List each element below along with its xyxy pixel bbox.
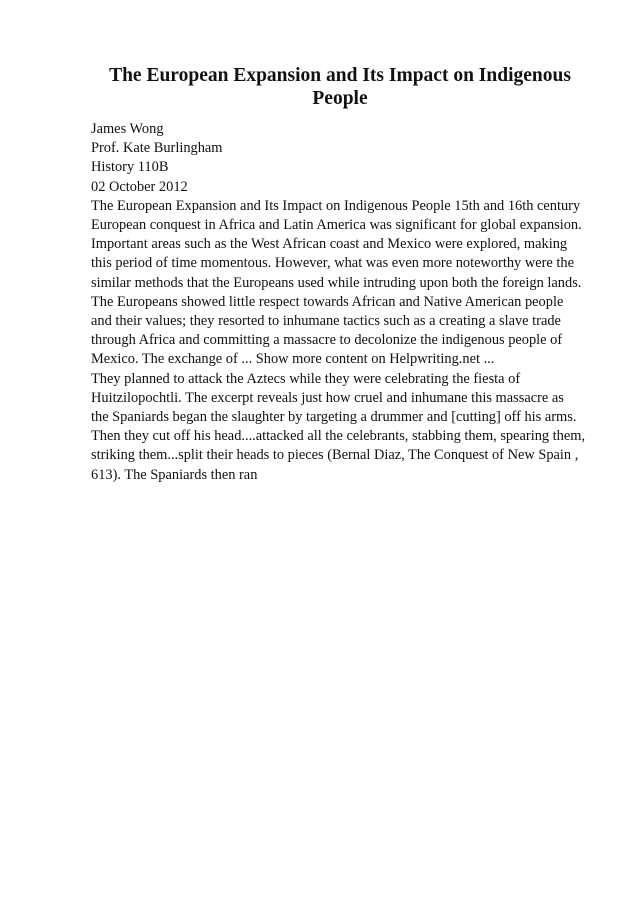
course-name: History 110B <box>91 159 169 176</box>
paragraph-line: similar methods that the Europeans used while intruding upon both the foreign lands. <box>91 274 582 291</box>
paragraph-line: They planned to attack the Aztecs while they were celebrating the fiesta of <box>91 370 521 387</box>
paragraph-line: through Africa and committing a massacre to decolonize the indigenous people of <box>91 332 563 349</box>
paragraph-line: 613). The Spaniards then ran <box>91 466 258 483</box>
paragraph-line: striking them...split their heads to pieces (Bernal Diaz, The Conquest of New Spain , <box>91 447 579 464</box>
paragraph-line: the Spaniards began the slaughter by targeting a drummer and [cutting] off his arms. <box>91 409 577 426</box>
paragraph-line: Mexico. The exchange of ... Show more content on Helpwriting.net ... <box>91 351 495 368</box>
paragraph-line: The European Expansion and Its Impact on Indigenous People 15th and 16th century <box>91 197 581 214</box>
author-name: James Wong <box>91 121 164 137</box>
professor-name: Prof. Kate Burlingham <box>91 140 223 157</box>
paragraph-line: Important areas such as the West African coast and Mexico were explored, making <box>91 236 568 253</box>
paragraph-line: Huitzilopochtli. The excerpt reveals just how cruel and inhumane this massacre as <box>91 389 564 406</box>
paragraph-line: European conquest in Africa and Latin America was significant for global expansion. <box>91 217 582 234</box>
document-body <box>91 120 611 485</box>
paragraph-line: this period of time momentous. However, what was even more noteworthy were the <box>91 255 574 272</box>
document-title: The European Expansion and Its Impact on Indigenous People <box>109 65 571 109</box>
paragraph-line: The Europeans showed little respect towards African and Native American people <box>91 293 564 310</box>
paragraph-line: Then they cut off his head....attacked all the celebrants, stabbing them, spearing them, <box>91 428 586 445</box>
paragraph-line: and their values; they resorted to inhumane tactics such as a creating a slave trade <box>91 313 561 330</box>
document-date: 02 October 2012 <box>91 178 188 195</box>
